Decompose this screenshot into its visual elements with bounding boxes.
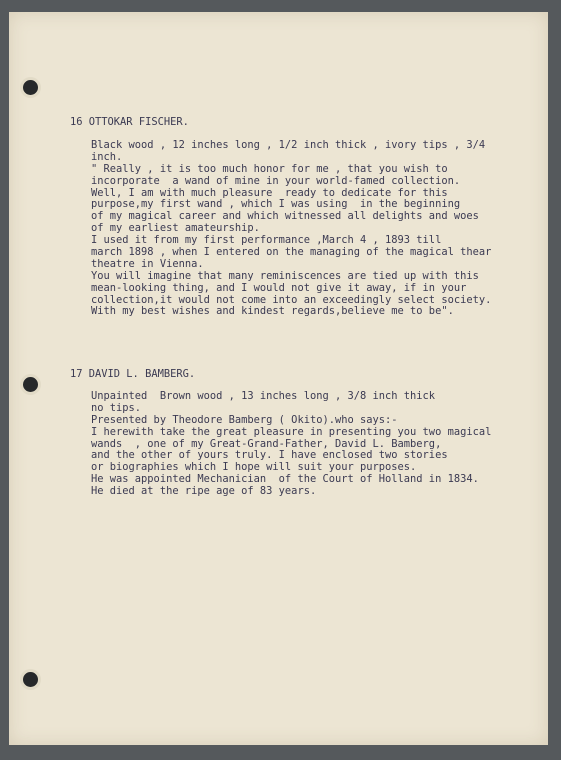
body-line: mean-looking thing, and I would not give it away, if in your	[91, 281, 467, 294]
typed-sheet	[9, 12, 548, 745]
entry-david-l-bamberg	[70, 368, 492, 498]
body-line: of my magical career and which witnessed all delights and woes	[91, 210, 479, 223]
body-line: collection,it would not come into an exceedingly select society.	[91, 293, 492, 306]
body-line: You will imagine that many reminiscences are tied up with this	[91, 269, 479, 282]
body-line: Unpainted Brown wood , 13 inches long , 3/8 inch thick	[91, 390, 436, 402]
body-line: march 1898 , when I entered on the managing of the magical thear	[91, 246, 492, 259]
punch-hole-top	[23, 80, 38, 95]
body-line: With my best wishes and kindest regards,believe me to be".	[91, 305, 454, 318]
body-line: I used it from my first performance ,March 4 , 1893 till	[91, 234, 442, 247]
body-line: He was appointed Mechanician of the Court of Holland in 1834.	[91, 473, 479, 486]
body-line: incorporate a wand of mine in your world-famed collection.	[91, 174, 461, 187]
body-line: " Really , it is too much honor for me , that you wish to	[91, 162, 448, 175]
body-line: Black wood , 12 inches long , 1/2 inch thick , ivory tips , 3/4	[91, 139, 486, 151]
body-line: purpose,my first wand , which I was using in the beginning	[91, 198, 461, 211]
entry-heading: 16 OTTOKAR FISCHER.	[70, 116, 189, 128]
body-line: He died at the ripe age of 83 years.	[91, 485, 317, 498]
body-line: or biographies which I hope will suit your purposes.	[91, 461, 417, 474]
punch-hole-bottom	[23, 672, 38, 687]
body-line: theatre in Vienna.	[91, 257, 204, 270]
body-line: inch.	[91, 150, 123, 163]
body-line: wands , one of my Great-Grand-Father, David L. Bamberg,	[91, 437, 442, 450]
entry-ottokar-fischer	[70, 116, 492, 318]
body-line: and the other of yours truly. I have enclosed two stories	[91, 449, 448, 462]
punch-hole-middle	[23, 377, 38, 392]
body-line: I herewith take the great pleasure in presenting you two magical	[91, 425, 492, 438]
entry-heading: 17 DAVID L. BAMBERG.	[70, 368, 196, 380]
entry-body	[91, 140, 491, 318]
body-line: of my earliest amateurship.	[91, 222, 260, 235]
body-line: Well, I am with much pleasure ready to dedicate for this	[91, 186, 448, 199]
body-line: no tips.	[91, 401, 142, 414]
entry-body	[91, 391, 491, 498]
body-line: Presented by Theodore Bamberg ( Okito).who says:-	[91, 413, 398, 426]
